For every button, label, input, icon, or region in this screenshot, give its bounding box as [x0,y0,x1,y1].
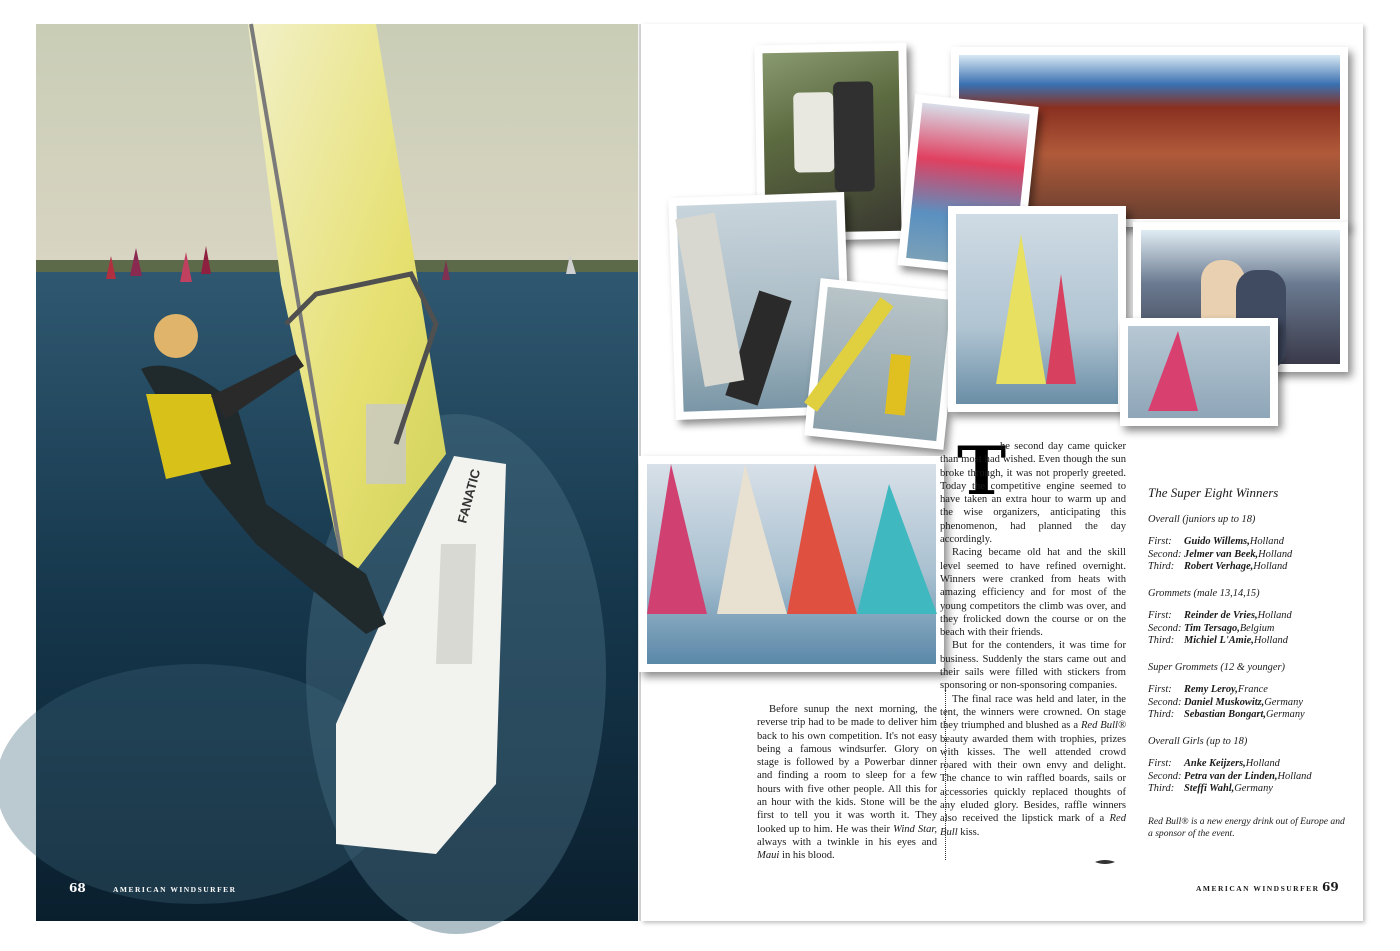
winners-category-label: Grommets (male 13,14,15) [1148,587,1260,599]
article-paragraph-4a: The final race was held and later, in the tent, the winners were crowned. On stage they triumphed and blushed as a [940,693,1126,732]
winner-country: Germany [1264,696,1303,708]
winner-place: First: [1148,610,1172,621]
maui-text: Maui [757,850,780,862]
winner-name: Daniel Muskowitz, [1184,696,1265,708]
article-paragraph-3: But for the contenders, it was time for business. Suddenly the stars came out and their sails were filled with stickers from sponsoring or non-sponsoring companies. [940,640,1126,692]
winner-place: First: [1148,684,1172,695]
winner-country: Holland [1253,561,1288,572]
winner-country: Holland [1245,758,1280,769]
article-paragraph-0 [757,703,937,863]
red-bull-note: Red Bull® is a new energy drink out of Europe and a sponsor of the event. [1148,815,1345,839]
winner-row [1148,783,1348,796]
article-paragraph-4e: kiss. [957,826,980,838]
photo-kid-yellow-sail [804,278,960,450]
winner-row [1148,536,1348,549]
column-divider [945,690,946,860]
right-running-head: AMERICAN WINDSURFER [1196,884,1320,893]
article-column-2 [940,440,1126,839]
winner-name: Anke Keijzers, [1184,758,1246,769]
winner-name: Jelmer van Beek, [1184,548,1259,560]
winner-row [1148,549,1348,562]
winners-category-label: Overall (juniors up to 18) [1148,513,1256,525]
winner-row [1148,709,1348,722]
article-paragraph-0e: in his blood. [779,850,835,862]
winner-name: Tim Tersago, [1184,622,1240,634]
winner-place: Third: [1148,635,1175,646]
article-paragraph-1: he second day came quicker than most had wished. Even though the sun broke through, it was not properly greeted. Today the competitive engine seemed to have taken an extra hour to warm up and the wise organizers, anticipating this phenomenon, had planned the day accordingly. [940,441,1126,546]
photo-jumping-windsurfer [1120,318,1278,426]
board-logo-text: FANATIC [454,467,484,525]
winner-row [1148,697,1348,710]
winner-country: Germany [1266,709,1305,720]
left-page [36,24,640,921]
winner-place: Second: [1148,548,1182,560]
winner-country: Holland [1253,635,1288,646]
winner-name: Reinder de Vries, [1184,610,1258,621]
dropcap-letter: T [957,432,1007,510]
winner-place: Second: [1148,696,1182,708]
winner-country: Holland [1277,770,1312,782]
winner-place: Third: [1148,709,1175,720]
winner-country: Holland [1249,536,1284,547]
winner-row [1148,635,1348,648]
photo-three-racers [639,456,944,672]
winner-row [1148,623,1348,636]
winner-country: France [1237,684,1268,695]
winner-name: Remy Leroy, [1184,684,1238,695]
article-paragraph-4 [940,693,1126,839]
right-folio: 69 [1322,880,1339,894]
winner-name: Michiel L'Amie, [1184,635,1254,646]
article-paragraph-0c: always with a twinkle in his eyes and [757,836,937,848]
winner-name: Sebastian Bongart, [1184,709,1266,720]
winner-name: Steffi Wahl, [1184,783,1235,794]
article-column-1 [757,703,937,863]
winner-row [1148,561,1348,574]
winner-place: Second: [1148,770,1182,782]
winner-place: Second: [1148,622,1182,634]
article-paragraph-2: Racing became old hat and the skill level seemed to have refined overnight. Winners were cranked from heats with amazing efficiency and for most of the young competitors the climb was over, and they frolicked down the course or on the beach with their friends. [940,547,1126,639]
winner-name: Guido Willems, [1184,536,1250,547]
winners-category-label: Overall Girls (up to 18) [1148,735,1248,747]
winner-row [1148,758,1348,771]
winner-place: First: [1148,536,1172,547]
winner-row [1148,771,1348,784]
winner-name: Petra van der Linden, [1184,770,1278,782]
winner-country: Holland [1257,610,1292,621]
left-folio: 68 [69,881,86,895]
red-bull-mention-1: Red Bull® [1080,720,1127,732]
winner-place: Third: [1148,561,1175,572]
wind-star-text: Wind Star, [893,823,937,835]
winners-title: The Super Eight Winners [1148,485,1279,500]
winners-category-label: Super Grommets (12 & younger) [1148,661,1285,673]
winner-place: First: [1148,758,1172,769]
winner-name: Robert Verhage, [1184,561,1254,572]
red-bull-mention-2: Red Bull [940,813,1126,838]
winner-country: Holland [1258,548,1293,560]
article-paragraph-4c: beauty awarded them with trophies, prizes with kisses. The well attended crowd roared with their own envy and delight. The chance to win raffled boards, sails or accessories quickly replaced thoughts of any eluded glory. Besides, raffle winners also received the lipstick mark of a [940,733,1126,825]
left-running-head: AMERICAN WINDSURFER [113,885,237,894]
winner-country: Germany [1234,783,1273,794]
photo-race-start [948,206,1126,412]
windsurfer-photo [36,24,640,921]
end-mark-icon [1094,858,1116,866]
winner-row [1148,610,1348,623]
article-paragraph-0a: Before sunup the next morning, the reverse trip had to be made to deliver him back to his own competition. It's not easy being a famous windsurfer. Glory on stage is followed by a Powerbar dinner and finding a room to sleep for a few hours with five other people. All this for an hour with the kids. Stone will be the first to tell you it was worth it. They looked up to him. He was their [757,704,937,835]
winners-list [1148,514,1348,796]
winner-country: Belgium [1239,622,1275,634]
winner-place: Third: [1148,783,1175,794]
winner-row [1148,684,1348,697]
winners-sidebar [1148,487,1348,840]
